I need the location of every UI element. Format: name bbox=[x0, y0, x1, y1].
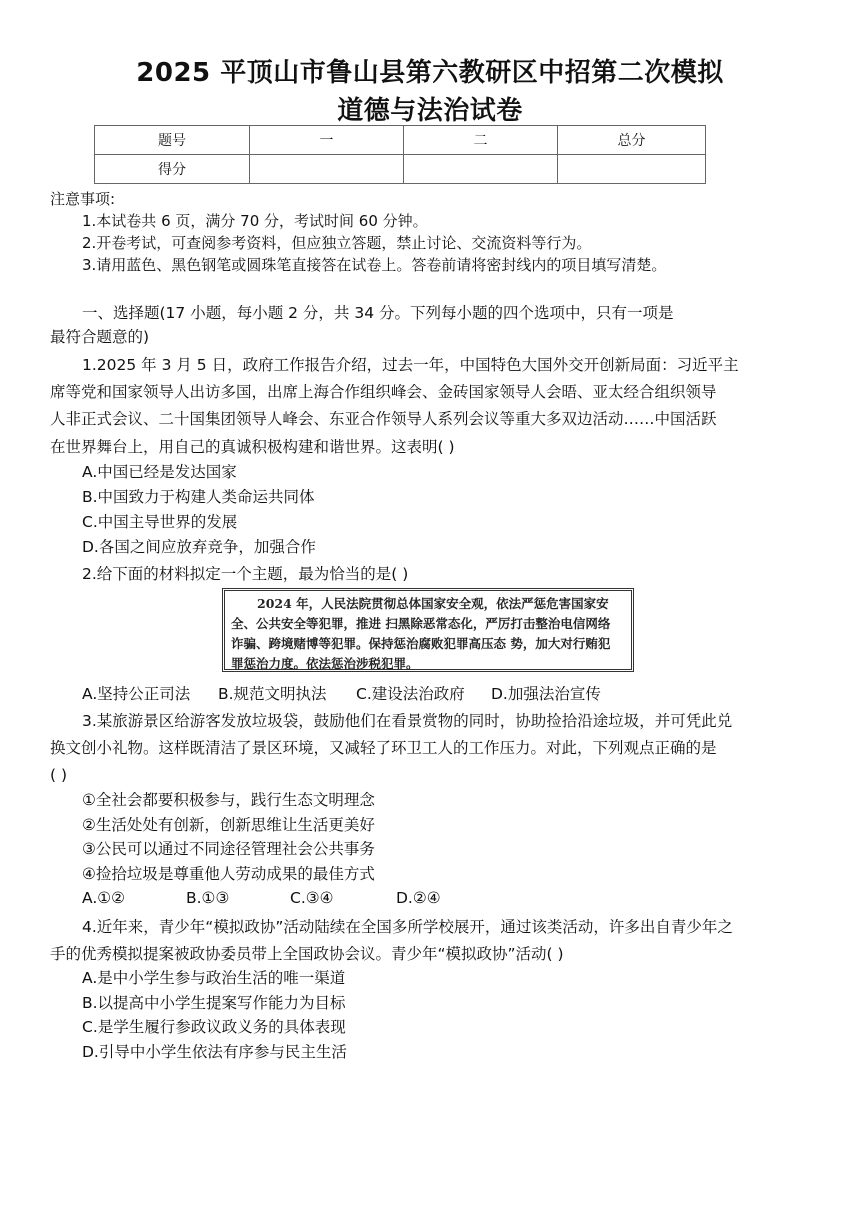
question-3-stem: ( ) bbox=[50, 766, 68, 784]
question-3-option-a[interactable]: A.①② bbox=[82, 889, 126, 907]
notice-item: 2.开卷考试，可查阅参考资料，但应独立答题，禁止讨论、交流资料等行为。 bbox=[82, 234, 592, 252]
question-4-option-d[interactable]: D.引导中小学生依法有序参与民主生活 bbox=[82, 1043, 347, 1061]
question-1-stem: 1.2025 年 3 月 5 日，政府工作报告介绍，过去一年，中国特色大国外交开创新局面：习近平主 bbox=[82, 356, 739, 374]
notice-item: 1.本试卷共 6 页，满分 70 分，考试时间 60 分钟。 bbox=[82, 212, 428, 230]
question-1-stem: 席等党和国家领导人出访多国，出席上海合作组织峰会、金砖国家领导人会晤、亚太经合组织领导 bbox=[50, 383, 717, 401]
question-3-statement: ②生活处处有创新，创新思维让生活更美好 bbox=[82, 816, 375, 834]
question-1-stem: 人非正式会议、二十国集团领导人峰会、东亚合作领导人系列会议等重大多双边活动……中国活跃 bbox=[50, 410, 717, 428]
score-cell: 题号 bbox=[95, 126, 250, 155]
score-cell: 二 bbox=[404, 126, 558, 155]
notice-item: 3.请用蓝色、黑色钢笔或圆珠笔直接答在试卷上。答卷前请将密封线内的项目填写清楚。 bbox=[82, 256, 667, 274]
question-1-option-b[interactable]: B.中国致力于构建人类命运共同体 bbox=[82, 488, 315, 506]
question-4-stem: 4.近年来，青少年“模拟政协”活动陆续在全国多所学校展开，通过该类活动，许多出自青少年之 bbox=[82, 918, 733, 936]
score-table-header-row bbox=[95, 126, 706, 155]
question-3-stem: 3.某旅游景区给游客发放垃圾袋，鼓励他们在看景赏物的同时，协助捡拾沿途垃圾，并可凭此兑 bbox=[82, 712, 733, 730]
question-3-statement: ④捡拾垃圾是尊重他人劳动成果的最佳方式 bbox=[82, 865, 375, 883]
material-line: 全、公共安全等犯罪，推进 扫黑除恶常态化，严厉打击整治电信网络 bbox=[231, 616, 611, 631]
question-3-option-c[interactable]: C.③④ bbox=[290, 889, 334, 907]
question-4-stem: 手的优秀模拟提案被政协委员带上全国政协会议。青少年“模拟政协”活动( ) bbox=[50, 945, 564, 963]
question-3-statement: ①全社会都要积极参与，践行生态文明理念 bbox=[82, 791, 375, 809]
exam-title-line1: 2025 平顶山市鲁山县第六教研区中招第二次模拟 bbox=[136, 58, 724, 88]
question-3-statement: ③公民可以通过不同途径管理社会公共事务 bbox=[82, 840, 375, 858]
question-2-material-box bbox=[222, 588, 634, 672]
notice-heading: 注意事项: bbox=[50, 190, 116, 208]
question-3-option-b[interactable]: B.①③ bbox=[186, 889, 230, 907]
score-input-cell[interactable] bbox=[404, 155, 558, 184]
material-line: 2024 年，人民法院贯彻总体国家安全观，依法严惩危害国家安 bbox=[257, 596, 609, 611]
question-4-option-c[interactable]: C.是学生履行参政议政义务的具体表现 bbox=[82, 1018, 346, 1036]
score-input-cell[interactable] bbox=[558, 155, 706, 184]
question-1-stem: 在世界舞台上，用自己的真诚积极构建和谐世界。这表明( ) bbox=[50, 438, 455, 456]
section-heading: 一、选择题(17 小题，每小题 2 分，共 34 分。下列每小题的四个选项中，只有一项是 bbox=[82, 304, 674, 322]
question-2-option-b[interactable]: B.规范文明执法 bbox=[218, 685, 327, 703]
score-cell: 得分 bbox=[95, 155, 250, 184]
question-1-option-c[interactable]: C.中国主导世界的发展 bbox=[82, 513, 238, 531]
score-cell: 总分 bbox=[558, 126, 706, 155]
material-line: 诈骗、跨境赌博等犯罪。保持惩治腐败犯罪高压态 势，加大对行贿犯 bbox=[231, 636, 611, 651]
question-4-option-a[interactable]: A.是中小学生参与政治生活的唯一渠道 bbox=[82, 969, 346, 987]
score-table bbox=[94, 125, 706, 184]
question-2-option-c[interactable]: C.建设法治政府 bbox=[356, 685, 465, 703]
question-2-stem: 2.给下面的材料拟定一个主题，最为恰当的是( ) bbox=[82, 565, 409, 583]
question-2-option-a[interactable]: A.坚持公正司法 bbox=[82, 685, 191, 703]
exam-title-line2: 道德与法治试卷 bbox=[337, 96, 523, 126]
score-input-cell[interactable] bbox=[250, 155, 404, 184]
question-3-option-d[interactable]: D.②④ bbox=[396, 889, 441, 907]
question-3-stem: 换文创小礼物。这样既清洁了景区环境，又减轻了环卫工人的工作压力。对此，下列观点正确的是 bbox=[50, 739, 717, 757]
score-cell: 一 bbox=[250, 126, 404, 155]
question-1-option-d[interactable]: D.各国之间应放弃竞争，加强合作 bbox=[82, 538, 316, 556]
score-table-score-row bbox=[95, 155, 706, 184]
material-line: 罪惩治力度。依法惩治涉税犯罪。 bbox=[231, 656, 419, 671]
question-2-option-d[interactable]: D.加强法治宣传 bbox=[491, 685, 601, 703]
section-heading-cont: 最符合题意的) bbox=[50, 328, 150, 346]
question-1-option-a[interactable]: A.中国已经是发达国家 bbox=[82, 463, 237, 481]
question-4-option-b[interactable]: B.以提高中小学生提案写作能力为目标 bbox=[82, 994, 346, 1012]
